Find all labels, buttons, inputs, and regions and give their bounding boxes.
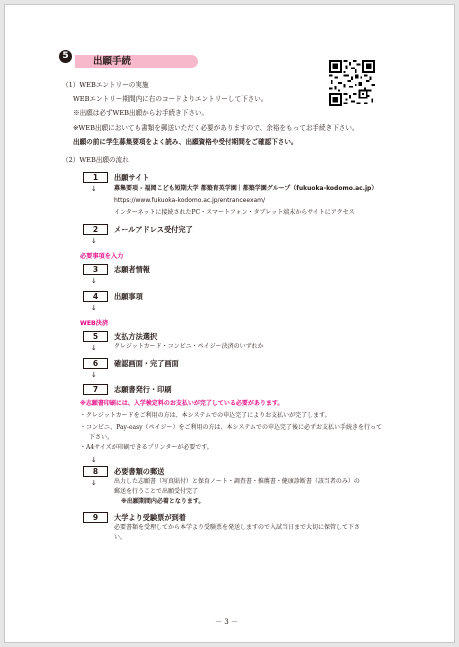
step-8-detail-3: ※出願期間内必着となります。 <box>121 498 205 505</box>
step-number-box: 8 <box>83 466 108 477</box>
input-required-label: 必要事項を入力 <box>80 253 124 260</box>
step-number-box: 7 <box>83 384 108 395</box>
sub1-line-4: 出願の前に学生募集要項をよく読み、出願資格や受付期間をご確認下さい。 <box>73 138 298 146</box>
step-title: 志願書発行・印刷 <box>114 385 172 394</box>
sub2-heading: （2）WEB出願の流れ <box>62 156 129 164</box>
step-title: 支払方法選択 <box>114 332 158 341</box>
step-number-box: 2 <box>83 224 108 235</box>
step-title: 必要書類の郵送 <box>114 467 165 476</box>
arrow-down-icon: ↓ <box>91 185 97 193</box>
step-number-box: 9 <box>83 512 108 523</box>
step-title: 出願事項 <box>114 292 143 301</box>
step-number-box: 5 <box>83 331 108 342</box>
arrow-down-icon: ↓ <box>91 479 97 487</box>
arrow-down-icon: ↓ <box>91 344 97 352</box>
section-number-badge: 5 <box>59 50 72 63</box>
arrow-down-icon: ↓ <box>91 277 97 285</box>
arrow-down-icon: ↓ <box>91 304 97 312</box>
arrow-down-icon: ↓ <box>91 371 97 379</box>
step-1-site-name: 募集要項 - 福岡こども短期大学 都築育英学園｜都築学園グループ（fukuoka-kodomo.ac.jp） <box>114 185 378 192</box>
note-item-1: ・クレジットカードをご利用の方は、本システムでの申込完了によりお支払いが完了します。 <box>80 412 331 419</box>
step-title: メールアドレス受付完了 <box>114 225 193 234</box>
note-item-2: ・コンビニ、Pay-easy（ペイジー）をご利用の方は、本システムでの申込完了後に必ずお支払い手続きを行って <box>80 424 382 431</box>
note-item-2-cont: 下さい。 <box>89 434 114 441</box>
section-title: 出願手続 <box>93 56 132 67</box>
step-1-access-note: インターネットに接続されたPC・スマートフォン・タブレット端末からサイトにアクセス <box>114 209 355 216</box>
step-number-box: 3 <box>83 264 108 275</box>
page-number: － 3 － <box>215 618 238 626</box>
step-number-box: 4 <box>83 291 108 302</box>
document-page <box>4 4 455 643</box>
arrow-down-icon: ↓ <box>91 237 97 245</box>
step-title: 確認画面・完了画面 <box>114 359 179 368</box>
step-9-detail-1: 必要書類を受理してから本学より受験票を発送しますので入試当日まで大切に保管して下さ <box>114 524 361 531</box>
sub1-line-1: WEBエントリー期間内に右のコードよりエントリーして下さい。 <box>73 95 268 103</box>
sub1-heading: （1）WEBエントリーの実施 <box>62 81 149 89</box>
step-number-box: 1 <box>83 172 108 183</box>
step-1-url-link[interactable]: https://www.fukuoka-kodomo.ac.jp/entranceexam/ <box>114 197 266 204</box>
note-item-3: ・A4サイズが印刷できるプリンターが必要です。 <box>80 444 213 451</box>
arrow-down-icon: ↓ <box>91 456 97 464</box>
step-8-detail-1: 出力した志願書（写真貼付）と保育ノート・調査書・推薦書・健康診断書（該当者のみ）の <box>114 478 360 485</box>
step-number-box: 6 <box>83 358 108 369</box>
step-title: 大学より受験票が到着 <box>114 513 186 522</box>
step-title: 出願サイト <box>114 173 150 182</box>
web-payment-label: WEB決済 <box>80 320 109 327</box>
step-title: 志願者情報 <box>114 265 150 274</box>
sub1-line-3: ※WEB出願においても書類を郵送いただく必要がありますので、余裕をもってお手続き下さい。 <box>73 124 359 132</box>
sub1-line-2: ※出願は必ずWEB出願からお手続き下さい。 <box>73 109 209 117</box>
step-9-detail-2: い。 <box>114 534 127 541</box>
qr-code-icon[interactable] <box>329 60 375 106</box>
step-5-detail: クレジットカード・コンビニ・ペイジー決済のいずれか <box>114 343 264 350</box>
warning-note: ※志願書印刷には、入学検定料のお支払いが完了している必要があります。 <box>80 400 284 407</box>
step-8-detail-2: 郵送を行うことで出願受付完了 <box>114 488 199 495</box>
